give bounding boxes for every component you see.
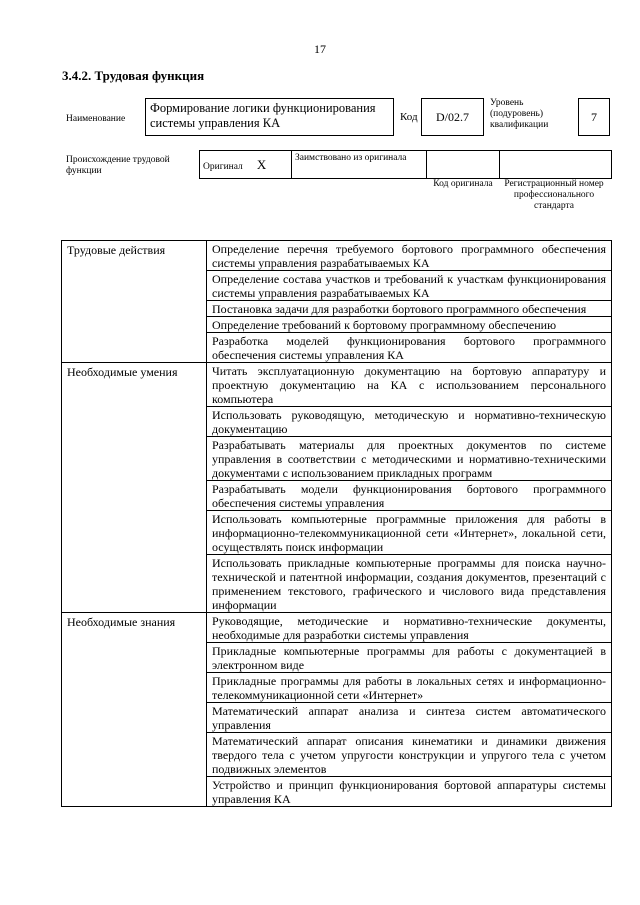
category-cell: Трудовые действия bbox=[62, 241, 207, 363]
main-table bbox=[61, 240, 612, 807]
code-original-cell bbox=[427, 151, 500, 179]
item-cell: Разрабатывать материалы для проектных документов по системе управления в соответствии с методическими и нормативно-техническими документами с использованием прикладных программ bbox=[207, 437, 612, 481]
table-row bbox=[62, 363, 612, 407]
item-cell: Устройство и принцип функционирования бортовой аппаратуры системы управления КА bbox=[207, 777, 612, 807]
item-cell: Руководящие, методические и нормативно-технические документы, необходимые для разработки системы управления bbox=[207, 613, 612, 643]
name-label: Наименование bbox=[66, 114, 126, 124]
function-code: D/02.7 bbox=[421, 98, 484, 136]
item-cell: Определение перечня требуемого бортового программного обеспечения системы управления разрабатываемых КА bbox=[207, 241, 612, 271]
item-cell: Разрабатывать модели функционирования бортового программного обеспечения системы управления bbox=[207, 481, 612, 511]
original-label: Оригинал bbox=[203, 161, 243, 172]
category-cell: Необходимые знания bbox=[62, 613, 207, 807]
item-cell: Математический аппарат анализа и синтеза систем автоматического управления bbox=[207, 703, 612, 733]
origin-table bbox=[199, 150, 612, 179]
item-cell: Использовать прикладные компьютерные программы для поиска научно-технической и патентной информации, создания документов, презентаций с применением текстового, графического и числового вида представления информации bbox=[207, 555, 612, 613]
code-original-caption: Код оригинала bbox=[433, 179, 493, 189]
item-cell: Прикладные программы для работы в локальных сетях и информационно-телекоммуникационной сети «Интернет» bbox=[207, 673, 612, 703]
item-cell: Использовать руководящую, методическую и нормативно-техническую документацию bbox=[207, 407, 612, 437]
borrowed-label: Заимствовано из оригинала bbox=[292, 151, 427, 179]
item-cell: Математический аппарат описания кинематики и динамики движения твердого тела с учетом упругости конструкции и упругого тела с учетом подвижных элементов bbox=[207, 733, 612, 777]
section-title: 3.4.2. Трудовая функция bbox=[62, 68, 205, 83]
item-cell: Читать эксплуатационную документацию на бортовую аппаратуру и проектную документацию на КА с использованием персонального компьютера bbox=[207, 363, 612, 407]
table-row bbox=[62, 241, 612, 271]
item-cell: Постановка задачи для разработки бортового программного обеспечения bbox=[207, 301, 612, 317]
table-row bbox=[62, 613, 612, 643]
item-cell: Разработка моделей функционирования бортового программного обеспечения системы управления КА bbox=[207, 333, 612, 363]
page-number: 17 bbox=[314, 42, 326, 56]
origin-label: Происхождение трудовой функции bbox=[66, 155, 170, 176]
item-cell: Определение состава участков и требований к участкам функционирования системы управления разрабатываемых КА bbox=[207, 271, 612, 301]
reg-number-cell bbox=[500, 151, 612, 179]
reg-number-caption: Регистрационный номер профессионального стандарта bbox=[504, 179, 604, 211]
item-cell: Прикладные компьютерные программы для работы с документацией в электронном виде bbox=[207, 643, 612, 673]
code-label: Код bbox=[400, 111, 418, 123]
level-label: Уровень (подуровень) квалификации bbox=[490, 98, 549, 130]
qualification-level: 7 bbox=[578, 98, 610, 136]
original-cell bbox=[200, 151, 292, 179]
function-name: Формирование логики функционирования системы управления КА bbox=[145, 98, 394, 136]
original-mark: X bbox=[256, 156, 267, 172]
item-cell: Использовать компьютерные программные приложения для работы в информационно-телекоммуникационной сети «Интернет», локальной сети, осуществлять поиск информации bbox=[207, 511, 612, 555]
category-cell: Необходимые умения bbox=[62, 363, 207, 613]
item-cell: Определение требований к бортовому программному обеспечению bbox=[207, 317, 612, 333]
